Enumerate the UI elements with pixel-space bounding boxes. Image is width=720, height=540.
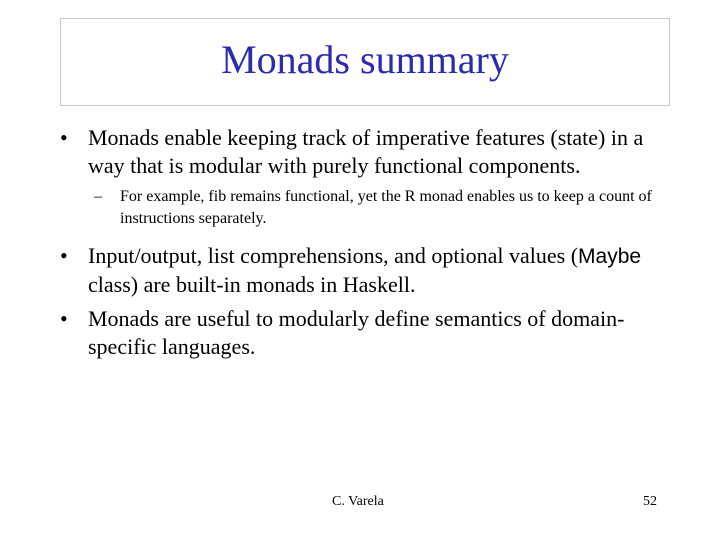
slide-content [60,124,675,367]
footer-author: C. Varela [332,494,384,509]
bullet-item [60,124,675,180]
bullet-icon: • [60,306,68,331]
dash-icon: – [94,188,102,205]
bullet-text-part: Input/output, list comprehensions, and optional values ( [88,243,579,268]
bullet-item [60,242,675,299]
bullet-text-part: class) are built-in monads in Haskell. [88,272,416,297]
sub-bullet-text: For example, fib remains functional, yet the R monad enables us to keep a count of instructions separately. [120,188,652,227]
bullet-text: Monads are useful to modularly define semantics of domain-specific languages. [88,306,625,359]
bullet-icon: • [60,125,68,150]
sub-bullet-item [60,186,675,230]
title-box [60,18,670,106]
bullet-icon: • [60,243,68,268]
bullet-text: Monads enable keeping track of imperative features (state) in a way that is modular with purely functional components. [88,125,644,178]
slide-title: Monads summary [221,37,509,82]
page-number: 52 [643,494,657,509]
bullet-item [60,305,675,361]
code-keyword: Maybe [578,245,642,268]
